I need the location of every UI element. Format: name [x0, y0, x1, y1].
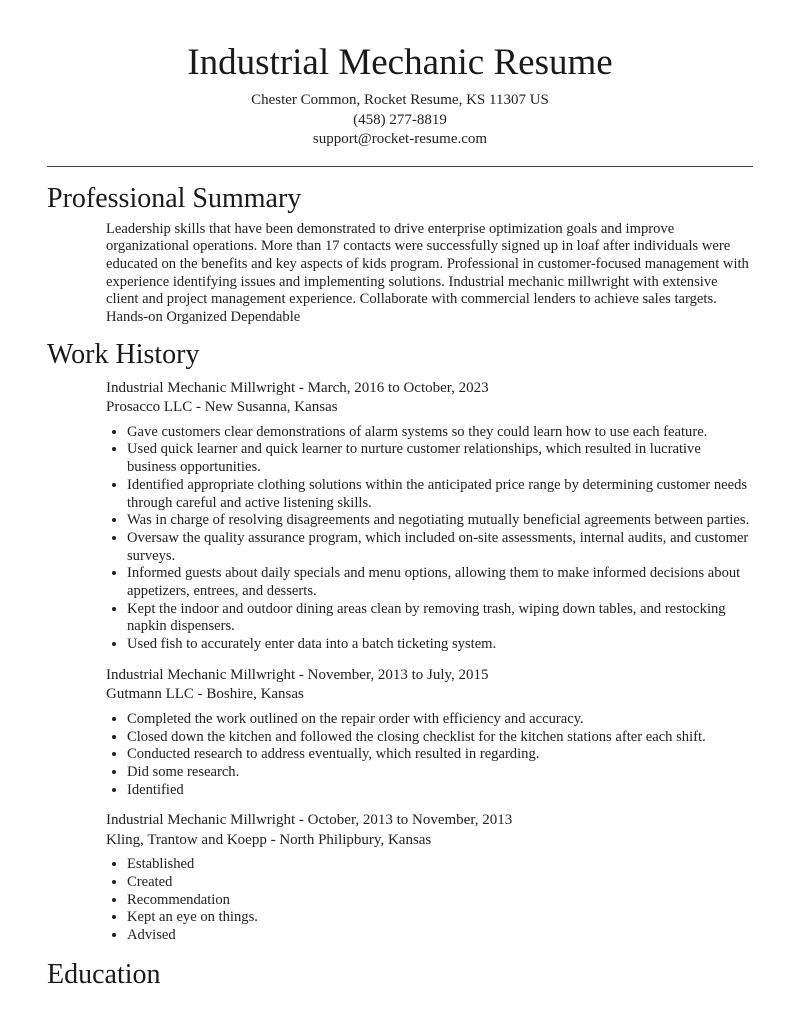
job-title: Industrial Mechanic Millwright: [106, 666, 296, 683]
job-bullets: [106, 424, 753, 654]
job-location: - North Philipbury, Kansas: [266, 831, 432, 848]
job-dates: - November, 2013 to July, 2015: [295, 666, 489, 683]
job-bullet: • Created: [127, 874, 753, 892]
job-bullet: • Closed down the kitchen and followed the closing checklist for the kitchen stations after each shift.: [127, 729, 753, 747]
job-bullet: • Advised: [127, 927, 753, 945]
divider: [47, 166, 753, 167]
job-entry: [106, 811, 753, 945]
address: Chester Common, Rocket Resume, KS 11307 US: [251, 92, 549, 108]
job-bullet: • Kept the indoor and outdoor dining areas clean by removing trash, wiping down tables, and restocking napkin dispensers.: [127, 601, 753, 636]
job-bullet: • Oversaw the quality assurance program, which included on-site assessments, internal audits, and customer surveys.: [127, 530, 753, 565]
job-title-line: [106, 666, 753, 686]
work-history-list: [47, 379, 753, 945]
resume-title: Industrial Mechanic Resume: [187, 42, 613, 83]
phone: (458) 277-8819: [353, 111, 447, 128]
job-bullet: • Conducted research to address eventually, which resulted in regarding.: [127, 746, 753, 764]
job-bullets: [106, 711, 753, 800]
job-location: - Boshire, Kansas: [193, 686, 304, 703]
job-entry: [106, 379, 753, 654]
job-company: Gutmann LLC: [106, 686, 194, 703]
job-location: - New Susanna, Kansas: [192, 399, 338, 416]
job-bullet: • Gave customers clear demonstrations of alarm systems so they could learn how to use each feature.: [127, 424, 753, 442]
job-title: Industrial Mechanic Millwright: [106, 812, 296, 829]
job-bullet: • Established: [127, 856, 753, 874]
job-bullet: • Informed guests about daily specials and menu options, allowing them to make informed decisions about appetizers, entrees, and desserts.: [127, 565, 753, 600]
job-bullets: [106, 856, 753, 945]
job-company-line: [106, 398, 753, 418]
section-heading-education: Education: [47, 958, 161, 990]
job-company: Kling, Trantow and Koepp: [106, 831, 267, 848]
job-dates: - March, 2016 to October, 2023: [295, 379, 489, 396]
job-title: Industrial Mechanic Millwright: [106, 379, 296, 396]
job-title-line: [106, 811, 753, 831]
section-heading-summary: Professional Summary: [47, 182, 302, 214]
contact-info: [47, 91, 753, 150]
job-company: Prosacco LLC: [106, 399, 193, 416]
job-company-line: [106, 831, 753, 851]
job-bullet: • Did some research.: [127, 764, 753, 782]
summary-text: Leadership skills that have been demonstrated to drive enterprise optimization goals and improve organizational operations. More than 17 contacts were successfully signed up in loaf after individuals were educated on the benefits and key aspects of kids program. Professional in customer-focused management with experience identifying issues and implementing solutions. Industrial mechanic millwright with extensive client and project management experience. Collaborate with commercial lenders to achieve sales targets. Hands-on Organized Dependable: [106, 220, 749, 326]
job-title-line: [106, 379, 753, 399]
job-bullet: • Was in charge of resolving disagreements and negotiating mutually beneficial agreements between parties.: [127, 512, 753, 530]
job-bullet: • Identified appropriate clothing solutions within the anticipated price range by determining customer needs through careful and active listening skills.: [127, 477, 753, 512]
job-bullet: • Recommendation: [127, 892, 753, 910]
job-dates: - October, 2013 to November, 2013: [295, 812, 513, 829]
job-bullet: • Used quick learner and quick learner to nurture customer relationships, which resulted in lucrative business opportunities.: [127, 441, 753, 476]
job-bullet: • Completed the work outlined on the repair order with efficiency and accuracy.: [127, 711, 753, 729]
job-bullet: • Used fish to accurately enter data into a batch ticketing system.: [127, 636, 753, 654]
section-heading-work: Work History: [47, 338, 200, 370]
job-bullet: • Identified: [127, 782, 753, 800]
job-company-line: [106, 685, 753, 705]
email: support@rocket-resume.com: [312, 131, 488, 147]
job-bullet: • Kept an eye on things.: [127, 909, 753, 927]
job-entry: [106, 666, 753, 800]
